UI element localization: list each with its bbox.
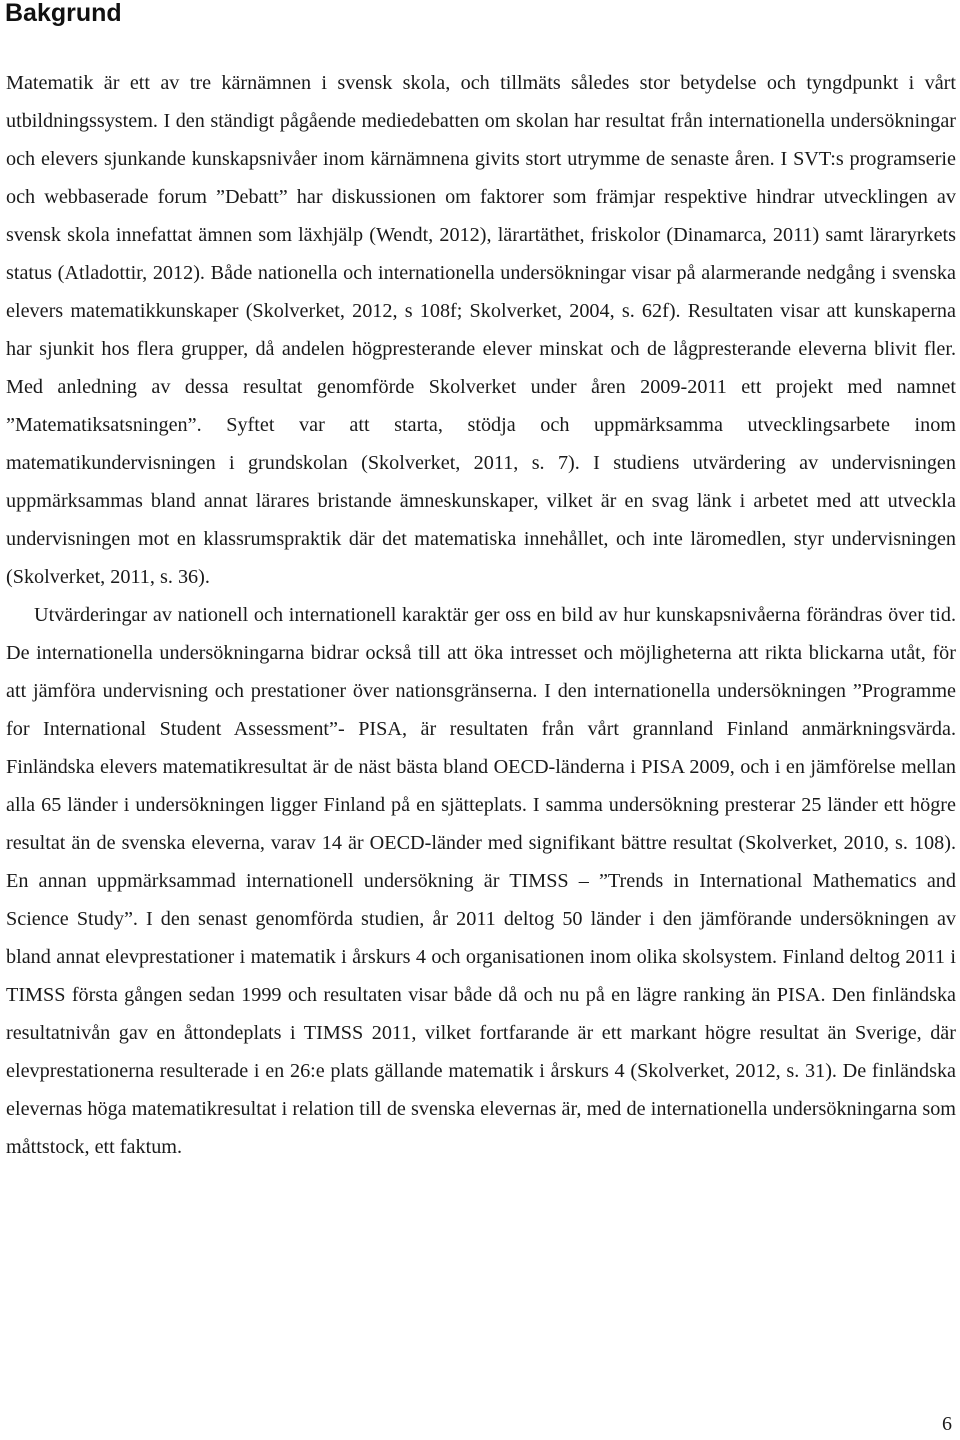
paragraph-2: Utvärderingar av nationell och internationell karaktär ger oss en bild av hur kunskapsnivåerna förändras över tid. De internationella undersökningarna bidrar också till att öka intresset och möjligheterna att rikta blickarna utåt, för att jämföra undervisning och prestationer över nationsgränserna. I den internationella undersökningen ”Programme for International Student Assessment”- PISA, är resultaten från vårt grannland Finland anmärkningsvärda. Finländska elevers matematikresultat är de näst bästa bland OECD-länderna i PISA 2009, och i en jämförelse mellan alla 65 länder i undersökningen ligger Finland på en sjätteplats. I samma undersökning presterar 25 länder ett högre resultat än de svenska eleverna, varav 14 är OECD-länder med signifikant bättre resultat (Skolverket, 2010, s. 108). En annan uppmärksammad internationell undersökning är TIMSS – ”Trends in International Mathematics and Science Study”. I den senast genomförda studien, år 2011 deltog 50 länder i den jämförande undersökningen av bland annat elevprestationer i matematik i årskurs 4 och organisationen inom olika skolsystem. Finland deltog 2011 i TIMSS första gången sedan 1999 och resultaten visar både då och nu på en lägre ranking än PISA. Den finländska resultatnivån gav en åttondeplats i TIMSS 2011, vilket fortfarande är ett markant högre resultat än Sverige, där elevprestationerna resulterade i en 26:e plats gällande matematik i årskurs 4 (Skolverket, 2012, s. 31). De finländska elevernas höga matematikresultat i relation till de svenska elevernas är, med de internationella undersökningarna som måttstock, ett faktum. (6, 604, 956, 1158)
section-heading: Bakgrund (5, 0, 122, 27)
body-text (6, 64, 956, 1166)
paragraph-1: Matematik är ett av tre kärnämnen i svensk skola, och tillmäts således stor betydelse och tyngdpunkt i vårt utbildningssystem. I den ständigt pågående mediedebatten om skolan har resultat från internationella undersökningar och elevers sjunkande kunskapsnivåer inom kärnämnena givits stort utrymme de senaste åren. I SVT:s programserie och webbaserade forum ”Debatt” har diskussionen om faktorer som främjar respektive hindrar utvecklingen av svensk skola innefattat ämnen som läxhjälp (Wendt, 2012), lärartäthet, friskolor (Dinamarca, 2011) samt läraryrkets status (Atladottir, 2012). Både nationella och internationella undersökningar visar på alarmerande nedgång i svenska elevers matematikkunskaper (Skolverket, 2012, s 108f; Skolverket, 2004, s. 62f). Resultaten visar att kunskaperna har sjunkit hos flera grupper, då andelen högpresterande elever minskat och de lågpresterande eleverna blivit fler. Med anledning av dessa resultat genomförde Skolverket under åren 2009-2011 ett projekt med namnet ”Matematiksatsningen”. Syftet var att starta, stödja och uppmärksamma utvecklingsarbete inom matematikundervisningen i grundskolan (Skolverket, 2011, s. 7). I studiens utvärdering av undervisningen uppmärksammas bland annat lärares bristande ämneskunskaper, vilket är en svag länk i arbetet med att utveckla undervisningen mot en klassrumspraktik där det matematiska innehållet, och inte läromedlen, styr undervisningen (Skolverket, 2011, s. 36). (6, 72, 956, 588)
page-number: 6 (942, 1413, 952, 1435)
